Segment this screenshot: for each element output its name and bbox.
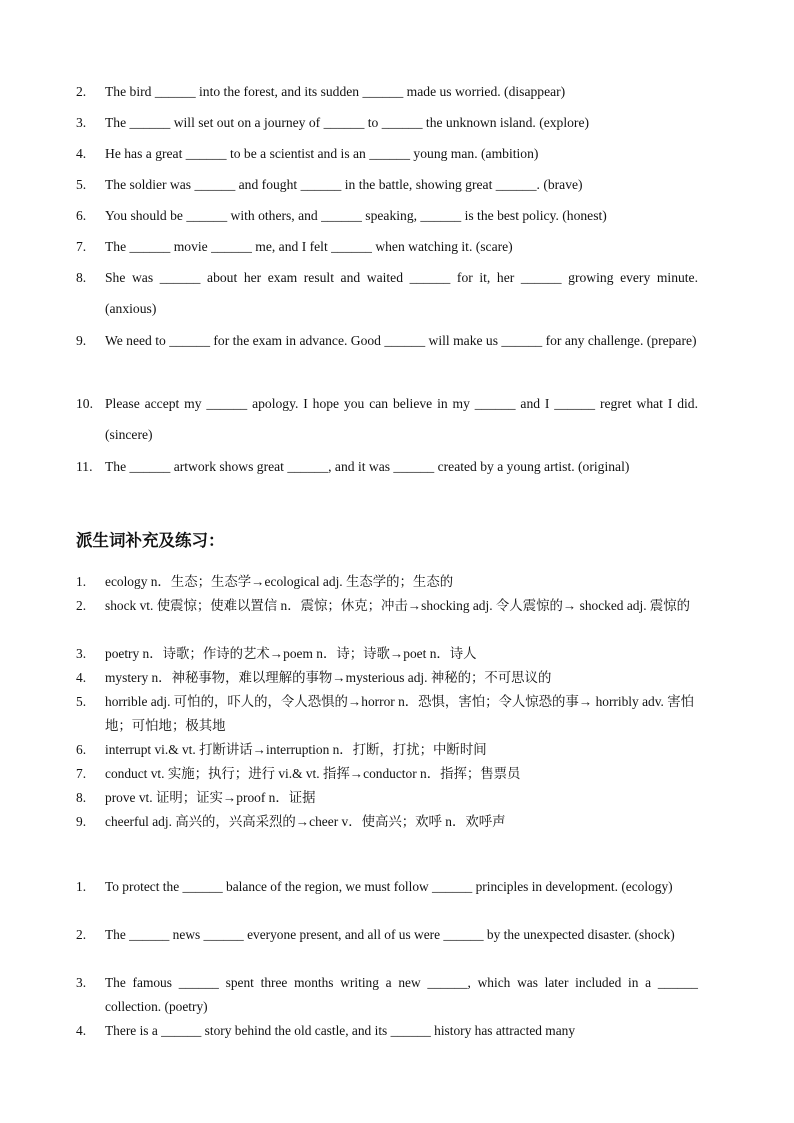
item-text: The ______ news ______ everyone present, and all of us were ______ by the unexpected disaster. (shock) xyxy=(105,927,675,942)
item-number: 6. xyxy=(76,742,87,757)
exercise-item xyxy=(76,262,698,324)
item-number: 2. xyxy=(76,84,87,99)
derivative-entry xyxy=(76,666,698,690)
item-text: Please accept my ______ apology. I hope you can believe in my ______ and I ______ regret what I did. (sincere) xyxy=(105,396,698,442)
item-text: The ______ will set out on a journey of ______ to ______ the unknown island. (explore) xyxy=(105,115,590,130)
exercise-item xyxy=(76,923,698,947)
exercise-item xyxy=(76,169,698,200)
item-number: 4. xyxy=(76,1023,87,1038)
item-number: 8. xyxy=(76,270,87,285)
item-text: mystery n．神秘事物，难以理解的事物→mysterious adj. 神秘的；不可思议的 xyxy=(105,670,552,685)
item-number: 6. xyxy=(76,208,87,223)
section-heading: 派生词补充及练习： xyxy=(76,531,225,550)
exercise-item xyxy=(76,875,698,899)
item-number: 5. xyxy=(76,694,87,709)
item-number: 11. xyxy=(76,459,93,474)
derivative-entry xyxy=(76,642,698,666)
item-text: The ______ movie ______ me, and I felt ______ when watching it. (scare) xyxy=(105,239,513,254)
exercise-item xyxy=(76,231,698,262)
item-text: shock vt. 使震惊；使难以置信 n．震惊；休克；冲击→shocking adj. 令人震惊的→ shocked adj. 震惊的 xyxy=(105,598,691,613)
exercise-item xyxy=(76,451,698,482)
exercise-item xyxy=(76,388,698,450)
item-number: 3. xyxy=(76,646,87,661)
item-text: The famous ______ spent three months writing a new ______, which was later included in a ______ collection. (poetry) xyxy=(105,975,698,1014)
item-number: 2. xyxy=(76,598,87,613)
item-number: 10. xyxy=(76,396,93,411)
item-text: ecology n．生态；生态学→ecological adj. 生态学的；生态的 xyxy=(105,574,454,589)
item-text: You should be ______ with others, and ______ speaking, ______ is the best policy. (honest) xyxy=(105,208,607,223)
exercise-item xyxy=(76,325,698,356)
derivative-entry xyxy=(76,594,698,618)
item-text: interrupt vi.& vt. 打断讲话→interruption n．打断，打扰；中断时间 xyxy=(105,742,487,757)
exercise-item xyxy=(76,76,698,107)
item-text: cheerful adj. 高兴的，兴高采烈的→cheer v．使高兴；欢呼 n．欢呼声 xyxy=(105,814,506,829)
exercise-item xyxy=(76,1019,698,1043)
item-text: prove vt. 证明；证实→proof n．证据 xyxy=(105,790,316,805)
item-text: She was ______ about her exam result and waited ______ for it, her ______ growing every minute. (anxious) xyxy=(105,270,698,316)
item-number: 1. xyxy=(76,879,87,894)
item-number: 3. xyxy=(76,115,87,130)
item-number: 2. xyxy=(76,927,87,942)
derivative-entry xyxy=(76,762,698,786)
item-number: 3. xyxy=(76,975,87,990)
item-number: 7. xyxy=(76,239,87,254)
derivative-entry xyxy=(76,690,698,738)
item-number: 7. xyxy=(76,766,87,781)
item-number: 9. xyxy=(76,333,87,348)
item-text: horrible adj. 可怕的，吓人的，令人恐惧的→horror n．恐惧，害怕；令人惊恐的事→ horribly adv. 害怕地；可怕地；极其地 xyxy=(105,694,695,733)
item-text: The bird ______ into the forest, and its sudden ______ made us worried. (disappear) xyxy=(105,84,566,99)
item-text: To protect the ______ balance of the region, we must follow ______ principles in development. (ecology) xyxy=(105,879,673,894)
item-text: poetry n．诗歌；作诗的艺术→poem n．诗；诗歌→poet n．诗人 xyxy=(105,646,477,661)
derivative-entry xyxy=(76,570,698,594)
item-text: There is a ______ story behind the old castle, and its ______ history has attracted many xyxy=(105,1023,576,1038)
item-text: He has a great ______ to be a scientist and is an ______ young man. (ambition) xyxy=(105,146,539,161)
item-text: We need to ______ for the exam in advance. Good ______ will make us ______ for any challenge. (prepare) xyxy=(105,333,697,348)
derivative-entry xyxy=(76,786,698,810)
item-text: The ______ artwork shows great ______, and it was ______ created by a young artist. (original) xyxy=(105,459,630,474)
derivative-entry xyxy=(76,738,698,762)
item-number: 4. xyxy=(76,146,87,161)
exercise-item xyxy=(76,107,698,138)
derivative-entry xyxy=(76,810,698,834)
item-text: The soldier was ______ and fought ______ in the battle, showing great ______. (brave) xyxy=(105,177,583,192)
exercise-item xyxy=(76,971,698,1019)
item-text: conduct vt. 实施；执行；进行 vi.& vt. 指挥→conductor n．指挥；售票员 xyxy=(105,766,521,781)
exercise-item xyxy=(76,138,698,169)
item-number: 1. xyxy=(76,574,87,589)
item-number: 8. xyxy=(76,790,87,805)
item-number: 9. xyxy=(76,814,87,829)
item-number: 4. xyxy=(76,670,87,685)
exercise-item xyxy=(76,200,698,231)
item-number: 5. xyxy=(76,177,87,192)
